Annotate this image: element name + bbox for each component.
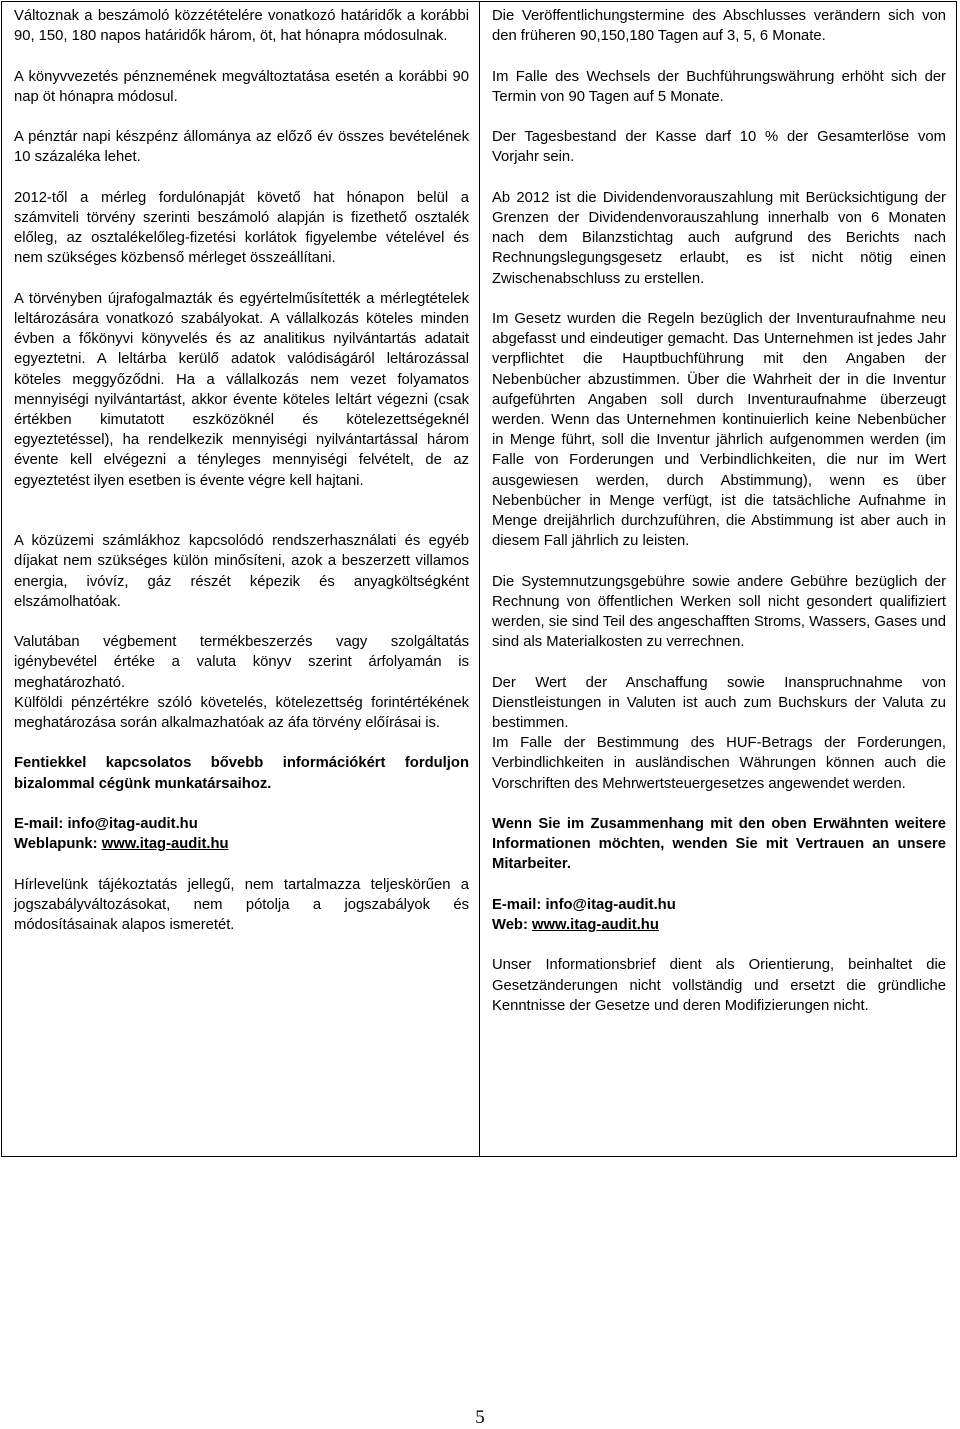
bilingual-table <box>1 1 957 1157</box>
hu-paragraph-foreign-claims: Külföldi pénzértékre szóló követelés, kötelezettség forintértékének meghatározása során alkalmazhatóak az áfa törvény előírásai is. <box>14 694 469 732</box>
hu-web-link[interactable]: www.itag-audit.hu <box>101 836 229 853</box>
de-paragraph-dividend: Ab 2012 ist die Dividendenvorauszahlung mit Berücksichtigung der Grenzen der Dividendenvorauszahlung innerhalb von 6 Monaten nach dem Bilanzstichtag auch aufgrund des Berichts nach Rechnungslegungsgesetz erlaubt, es ist nicht nötig einen Zwischenabschluss zu erstellen. <box>492 189 946 287</box>
de-paragraph-foreign-purchase: Der Wert der Anschaffung sowie Inanspruchnahme von Dienstleistungen in Valuten ist auch zum Buchskurs der Valuta zu bestimmen. <box>492 674 946 732</box>
de-paragraph-deadlines: Die Veröffentlichungstermine des Abschlusses verändern sich von den früheren 90,150,180 Tagen auf 3, 5, 6 Monate. <box>492 8 946 45</box>
hu-paragraph-inventory: A törvényben újrafogalmazták és egyértelműsítették a mérlegtételek leltározására vonatkozó szabályokat. A vállalkozás köteles minden évben a főkönyvi könyvelés és az analitikus nyilvántartás adatait egyeztetni. A leltárba kerülő adatok valódiságáról leltározással köteles meggyőződni. Ha a vállalkozás nem vezet folyamatos mennyiségi nyilvántartást, akkor évente köteles leltárt végezni (csak értékben kimutatott eszközöknél és kötelezettségeknél egyeztetéssel), ha rendelkezik mennyiségi nyilvántartással három évente kell elvégezni a tényleges mennyiségi felvételt, de az egyeztetést ilyen esetben is évente végre kell hajtani. <box>14 290 469 489</box>
hu-paragraph-contact-note: Fentiekkel kapcsolatos bővebb információkért forduljon bizalommal cégünk munkatársaihoz. <box>14 755 469 792</box>
de-web-label: Web: <box>492 917 533 934</box>
de-email: E-mail: info@itag-audit.hu <box>492 896 676 913</box>
hu-paragraph-cash: A pénztár napi készpénz állománya az előző év összes bevételének 10 százaléka lehet. <box>14 129 469 166</box>
hu-paragraph-currency: A könyvvezetés pénznemének megváltoztatása esetén a korábbi 90 nap öt hónapra módosul. <box>14 68 469 105</box>
hu-web-label: Weblapunk: <box>14 836 102 853</box>
hu-paragraph-utility-fees: A közüzemi számlákhoz kapcsolódó rendszerhasználati és egyéb díjakat nem szükséges külön minősíteni, azok a beszerzett villamos energia, ivóvíz, gáz részét képezik és anyagköltségként elszámolhatóak. <box>14 533 469 610</box>
de-web-line <box>492 915 946 935</box>
hu-web-line <box>14 834 469 854</box>
hu-paragraph-dividend: 2012-től a mérleg fordulónapját követő hat hónapon belül a számviteli törvény szerinti beszámoló alapján is fizethető osztalék előleg, az osztalékelőleg-fizetési korlátok figyelembe vételével és nem szükséges közbenső mérleget összeállítani. <box>14 189 469 267</box>
de-paragraph-contact-note: Wenn Sie im Zusammenhang mit den oben Erwähnten weitere Informationen möchten, wenden Sie mit Vertrauen an unsere Mitarbeiter. <box>492 816 946 873</box>
de-paragraph-utility-fees: Die Systemnutzungsgebühre sowie andere Gebühre bezüglich der Rechnung von öffentlichen Werken soll nicht gesondert qualifiziert werden, sie sind Teil des angeschafften Stroms, Wassers, Gases und sind als Materialkosten zu verrechnen. <box>492 573 946 651</box>
de-paragraph-cash: Der Tagesbestand der Kasse darf 10 % der Gesamterlöse vom Vorjahr sein. <box>492 129 946 166</box>
hungarian-column <box>2 2 480 1156</box>
de-paragraph-inventory: Im Gesetz wurden die Regeln bezüglich der Inventuraufnahme neu abgefasst und eindeutiger gemacht. Das Unternehmen ist jedes Jahr verpflichtet die Hauptbuchführung mit den Angaben der Nebenbücher abzustimmen. Über die Wahrheit der in die Inventur aufgeführten Angaben soll durch Inventuraufnahme überzeugt werden. Wenn das Unternehmen kontinuierlich keine Nebenbücher in Menge führt, soll die Inventur jährlich aufgenommen werden (im Falle von Forderungen und Verbindlichkeiten, die nur im Wert ausgewiesen werden, durch Abstimmung), wenn es über Nebenbücher in Menge verfügt, ist die tatsächliche Aufnahme in Menge dreijährlich durchzuführen, die Abstimmung ist aber auch in diesem Fall jährlich zu leisten. <box>492 310 946 550</box>
de-paragraph-foreign-claims: Im Falle der Bestimmung des HUF-Betrags der Forderungen, Verbindlichkeiten in ausländischen Währungen können auch die Vorschriften des Mehrwertsteuergesetzes angewendet werden. <box>492 735 946 792</box>
german-column <box>480 2 956 1156</box>
de-web-link[interactable]: www.itag-audit.hu <box>532 917 659 934</box>
hu-paragraph-disclaimer: Hírlevelünk tájékoztatás jellegű, nem tartalmazza teljeskörűen a jogszabályváltozásokat, nem pótolja a jogszabályok és módosításainak alapos ismeretét. <box>14 876 469 933</box>
hu-email: E-mail: info@itag-audit.hu <box>14 816 198 832</box>
hu-paragraph-deadlines: Változnak a beszámoló közzétételére vonatkozó határidők a korábbi 90, 150, 180 napos határidők három, öt, hat hónapra módosulnak. <box>14 8 469 45</box>
page-number: 5 <box>475 1407 485 1428</box>
de-paragraph-disclaimer: Unser Informationsbrief dient als Orientierung, beinhaltet die Gesetzänderungen nicht vollständig und ersetzt die gründliche Kenntnisse der Gesetze und deren Modifizierungen nicht. <box>492 957 946 1014</box>
hu-paragraph-foreign-purchase: Valutában végbement termékbeszerzés vagy szolgáltatás igénybevétel értéke a valuta könyv szerint árfolyamán is meghatározható. <box>14 634 469 691</box>
de-paragraph-currency: Im Falle des Wechsels der Buchführungswährung erhöht sich der Termin von 90 Tagen auf 5 Monate. <box>492 68 946 105</box>
